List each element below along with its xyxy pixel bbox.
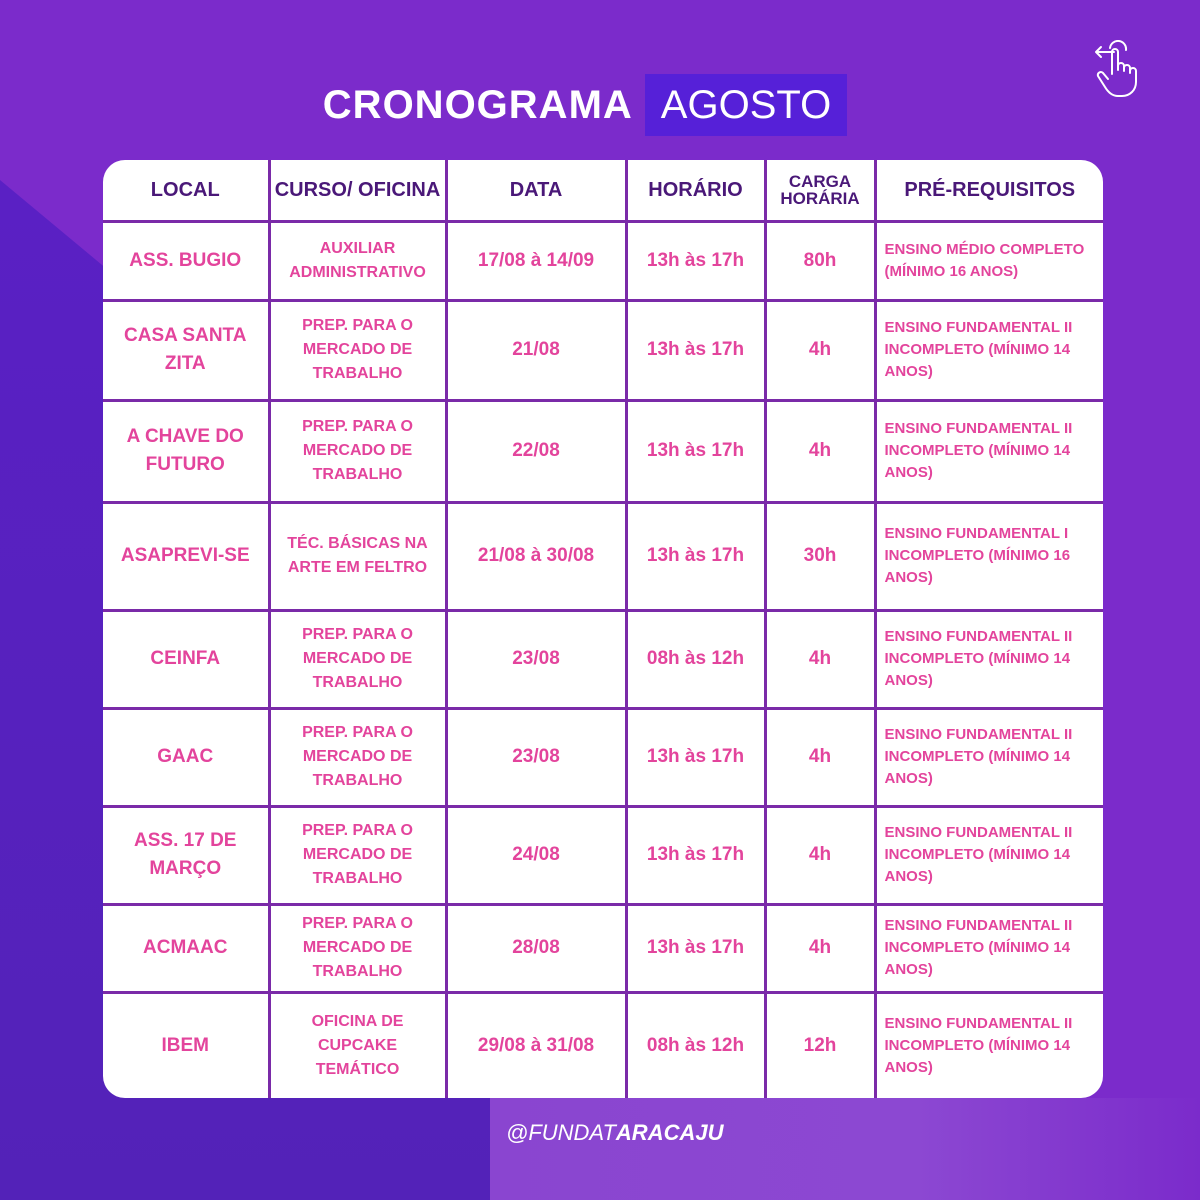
table-row <box>103 708 1103 806</box>
cell-curso: PREP. PARA O MERCADO DE TRABALHO <box>269 400 446 502</box>
cell-carga: 80h <box>765 221 875 300</box>
cell-data: 22/08 <box>446 400 626 502</box>
cell-carga: 4h <box>765 610 875 708</box>
cell-curso: TÉC. BÁSICAS NA ARTE EM FELTRO <box>269 502 446 610</box>
table-row <box>103 221 1103 300</box>
cell-horario: 13h às 17h <box>626 806 765 904</box>
cell-curso: PREP. PARA O MERCADO DE TRABALHO <box>269 300 446 400</box>
table-row <box>103 806 1103 904</box>
column-header-data: DATA <box>446 160 626 221</box>
column-header-prerequisitos: PRÉ-REQUISITOS <box>875 160 1103 221</box>
cell-carga: 4h <box>765 904 875 992</box>
cell-data: 29/08 à 31/08 <box>446 992 626 1098</box>
social-handle <box>506 1120 723 1146</box>
cell-prerequisitos: ENSINO MÉDIO COMPLETO (MÍNIMO 16 ANOS) <box>875 221 1103 300</box>
cell-prerequisitos: ENSINO FUNDAMENTAL II INCOMPLETO (MÍNIMO 14 ANOS) <box>875 806 1103 904</box>
cell-data: 23/08 <box>446 708 626 806</box>
cell-curso: PREP. PARA O MERCADO DE TRABALHO <box>269 806 446 904</box>
table-row <box>103 300 1103 400</box>
cell-data: 21/08 à 30/08 <box>446 502 626 610</box>
cell-data: 24/08 <box>446 806 626 904</box>
cell-data: 23/08 <box>446 610 626 708</box>
cell-carga: 4h <box>765 806 875 904</box>
table-row <box>103 610 1103 708</box>
cell-horario: 08h às 12h <box>626 610 765 708</box>
page-title <box>0 74 1200 136</box>
cell-horario: 13h às 17h <box>626 502 765 610</box>
cell-data: 28/08 <box>446 904 626 992</box>
cell-local: IBEM <box>103 992 269 1098</box>
cell-local: ASS. 17 DE MARÇO <box>103 806 269 904</box>
cell-horario: 13h às 17h <box>626 904 765 992</box>
cell-local: ACMAAC <box>103 904 269 992</box>
table-row <box>103 904 1103 992</box>
cell-local: CEINFA <box>103 610 269 708</box>
cell-prerequisitos: ENSINO FUNDAMENTAL II INCOMPLETO (MÍNIMO 14 ANOS) <box>875 904 1103 992</box>
cell-carga: 4h <box>765 300 875 400</box>
title-text: CRONOGRAMA <box>322 82 633 127</box>
cell-curso: PREP. PARA O MERCADO DE TRABALHO <box>269 904 446 992</box>
cell-prerequisitos: ENSINO FUNDAMENTAL II INCOMPLETO (MÍNIMO 14 ANOS) <box>875 610 1103 708</box>
cell-prerequisitos: ENSINO FUNDAMENTAL II INCOMPLETO (MÍNIMO 14 ANOS) <box>875 992 1103 1098</box>
column-header-curso: CURSO/ OFICINA <box>269 160 446 221</box>
swipe-hand-icon <box>1092 40 1138 98</box>
cell-local: ASS. BUGIO <box>103 221 269 300</box>
cell-data: 21/08 <box>446 300 626 400</box>
cell-data: 17/08 à 14/09 <box>446 221 626 300</box>
cell-carga: 4h <box>765 708 875 806</box>
cell-curso: AUXILIAR ADMINISTRATIVO <box>269 221 446 300</box>
cell-curso: PREP. PARA O MERCADO DE TRABALHO <box>269 708 446 806</box>
table-row <box>103 502 1103 610</box>
column-header-local: LOCAL <box>103 160 269 221</box>
handle-prefix: @FUNDAT <box>506 1120 616 1145</box>
cell-prerequisitos: ENSINO FUNDAMENTAL I INCOMPLETO (MÍNIMO 16 ANOS) <box>875 502 1103 610</box>
table-header-row <box>103 160 1103 221</box>
title-month: AGOSTO <box>645 74 847 136</box>
cell-local: A CHAVE DO FUTURO <box>103 400 269 502</box>
table-row <box>103 400 1103 502</box>
cell-carga: 4h <box>765 400 875 502</box>
cell-horario: 13h às 17h <box>626 300 765 400</box>
cell-horario: 13h às 17h <box>626 708 765 806</box>
cell-horario: 13h às 17h <box>626 221 765 300</box>
column-header-horario: HORÁRIO <box>626 160 765 221</box>
cell-curso: OFICINA DE CUPCAKE TEMÁTICO <box>269 992 446 1098</box>
column-header-carga: CARGA HORÁRIA <box>765 160 875 221</box>
cell-carga: 12h <box>765 992 875 1098</box>
handle-bold: ARACAJU <box>615 1120 724 1145</box>
cell-curso: PREP. PARA O MERCADO DE TRABALHO <box>269 610 446 708</box>
cell-horario: 13h às 17h <box>626 400 765 502</box>
background-shape-bottom <box>490 1098 1200 1200</box>
cell-local: GAAC <box>103 708 269 806</box>
cell-carga: 30h <box>765 502 875 610</box>
cell-horario: 08h às 12h <box>626 992 765 1098</box>
table-row <box>103 992 1103 1098</box>
cell-prerequisitos: ENSINO FUNDAMENTAL II INCOMPLETO (MÍNIMO 14 ANOS) <box>875 400 1103 502</box>
schedule-table <box>103 160 1103 1098</box>
cell-local: ASAPREVI-SE <box>103 502 269 610</box>
cell-prerequisitos: ENSINO FUNDAMENTAL II INCOMPLETO (MÍNIMO 14 ANOS) <box>875 300 1103 400</box>
cell-local: CASA SANTA ZITA <box>103 300 269 400</box>
cell-prerequisitos: ENSINO FUNDAMENTAL II INCOMPLETO (MÍNIMO 14 ANOS) <box>875 708 1103 806</box>
